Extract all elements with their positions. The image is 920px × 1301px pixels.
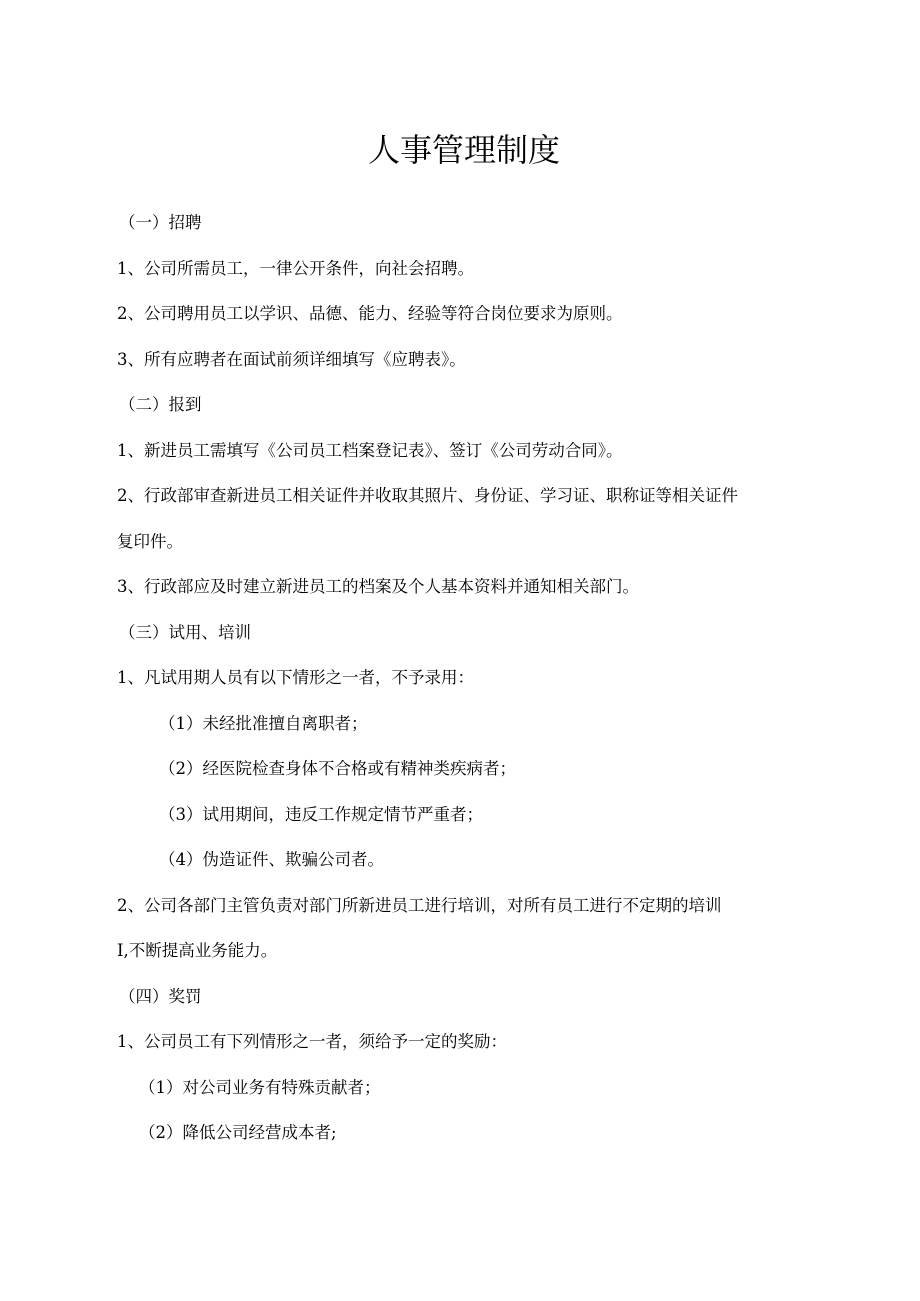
paragraph-line: 1、新进员工需填写《公司员工档案登记表》、签订《公司劳动合同》。	[117, 440, 623, 460]
paragraph-line: 2、行政部审查新进员工相关证件并收取其照片、身份证、学习证、职称证等相关证件	[117, 486, 738, 505]
list-item: （1）对公司业务有特殊贡献者；	[139, 1077, 381, 1097]
paragraph-line: I,不断提高业务能力。	[117, 941, 278, 960]
paragraph-line: 2、公司各部门主管负责对部门所新进员工进行培训，对所有员工进行不定期的培训	[117, 895, 722, 915]
paragraph-line: 2、公司聘用员工以学识、品德、能力、经验等符合岗位要求为原则。	[117, 304, 623, 323]
paragraph-line: 1、公司所需员工，一律公开条件，向社会招聘。	[117, 258, 474, 278]
document-body	[117, 200, 817, 1156]
document-title: 人事管理制度	[367, 131, 560, 169]
list-item: （2）降低公司经营成本者;	[139, 1123, 337, 1142]
section-heading-probation-training: （三）试用、培训	[119, 622, 251, 642]
paragraph-line: 复印件。	[117, 531, 183, 551]
list-item: （1）未经批准擅自离职者；	[159, 713, 368, 733]
paragraph-line: 1、凡试用期人员有以下情形之一者，不予录用：	[117, 668, 474, 687]
section-heading-recruitment: （一）招聘	[119, 213, 202, 232]
list-item: （4）伪造证件、欺骗公司者。	[159, 850, 384, 869]
list-item: （2）经医院检查身体不合格或有精神类疾病者；	[159, 759, 516, 778]
paragraph-line: 1、公司员工有下列情形之一者，须给予一定的奖励：	[117, 1032, 507, 1051]
section-heading-rewards-penalties: （四）奖罚	[119, 986, 202, 1006]
section-heading-onboarding: （二）报到	[119, 395, 202, 414]
paragraph-line: 3、所有应聘者在面试前须详细填写《应聘表》。	[117, 349, 466, 369]
list-item: （3）试用期间，违反工作规定情节严重者；	[159, 804, 483, 824]
paragraph-line: 3、行政部应及时建立新进员工的档案及个人基本资料并通知相关部门。	[117, 577, 639, 596]
